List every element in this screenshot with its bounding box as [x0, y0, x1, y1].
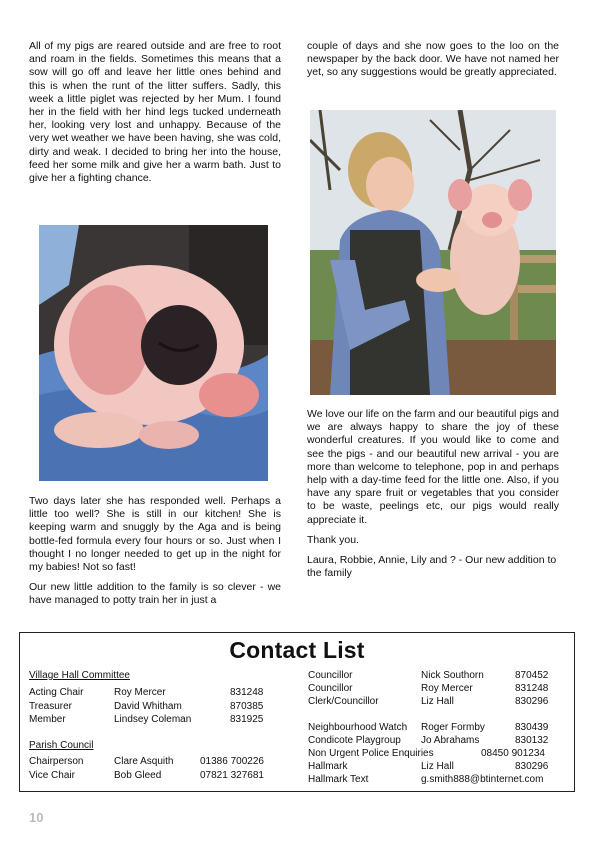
contact-role: Acting Chair: [29, 687, 84, 698]
contact-role: Neighbourhood Watch: [308, 722, 408, 733]
contact-name: Bob Gleed: [114, 770, 162, 781]
contact-phone: 07821 327681: [200, 770, 264, 781]
contact-phone: 870385: [230, 701, 264, 712]
contact-list-box: [19, 632, 575, 792]
article-paragraph: couple of days and she now goes to the loo on the newspaper by the back door. We have not named her yet, so any suggestions would be greatly appreciated.: [307, 40, 559, 79]
contact-role: Chairperson: [29, 756, 84, 767]
contact-phone: 08450 901234: [481, 748, 545, 759]
article-paragraph: We love our life on the farm and our beautiful pigs and we are always happy to share the joy of these wonderful creatures. If you would like to come and see the pigs - and our beautiful new arrival - you are more than welcome to telephone, pop in and perhaps help with a day-time feed for the little one. Also, if you have any spare fruit or vegetables that you consider to be waste, peelings etc, our pigs would really appreciate it.: [307, 408, 559, 526]
contact-phone: 830439: [515, 722, 549, 733]
contact-name: Liz Hall: [421, 761, 454, 772]
contact-role: Councillor: [308, 670, 353, 681]
contact-name: Roy Mercer: [421, 683, 473, 694]
woman-holding-pig-photo: [310, 110, 556, 395]
contact-name: Lindsey Coleman: [114, 714, 192, 725]
article-column-left-lower: [29, 495, 281, 615]
contact-role: Clerk/Councillor: [308, 696, 379, 707]
contact-phone: 831248: [515, 683, 549, 694]
contact-role: Non Urgent Police Enquiries: [308, 748, 434, 759]
contact-role: Hallmark: [308, 761, 348, 772]
parish-council-heading: Parish Council: [29, 740, 94, 751]
contact-name: Nick Southorn: [421, 670, 484, 681]
contact-role: Condicote Playgroup: [308, 735, 401, 746]
contact-name: Clare Asquith: [114, 756, 174, 767]
page-number: 10: [29, 810, 44, 825]
piglet-on-towel-photo: [39, 225, 268, 481]
contact-role: Vice Chair: [29, 770, 75, 781]
article-paragraph: All of my pigs are reared outside and are free to root and roam in the fields. Sometimes this means that a sow will go off and leave her little ones behind and this is when the runt of the litter suffers. Sadly, this week a little piglet was rejected by her Mum. I found her in the field with her hind legs tucked underneath her, looking very lost and unhappy. Because of the very wet weather we have been having, she was cold, dirty and weak. I decided to bring her into the house, feed her some milk and give her a warm bath. Just to give her a fighting chance.: [29, 40, 281, 185]
article-column-left: [29, 40, 281, 192]
contact-name: David Whitham: [114, 701, 182, 712]
contact-phone: 870452: [515, 670, 549, 681]
contact-role: Member: [29, 714, 66, 725]
contact-phone: 830132: [515, 735, 549, 746]
village-hall-heading: Village Hall Committee: [29, 670, 130, 681]
contact-role: Councillor: [308, 683, 353, 694]
contact-phone: 831248: [230, 687, 264, 698]
contact-name: Roy Mercer: [114, 687, 166, 698]
article-paragraph: Thank you.: [307, 533, 359, 546]
article-signoff: Laura, Robbie, Annie, Lily and ? - Our new addition to the family: [307, 554, 557, 580]
contact-phone: 830296: [515, 761, 549, 772]
contact-role: Treasurer: [29, 701, 72, 712]
article-column-right: [307, 40, 559, 87]
contact-list-title: Contact List: [229, 637, 365, 663]
contact-name: Jo Abrahams: [421, 735, 480, 746]
contact-role: Hallmark Text: [308, 774, 369, 785]
contact-name: Roger Formby: [421, 722, 485, 733]
contact-name: Liz Hall: [421, 696, 454, 707]
contact-email: g.smith888@btinternet.com: [421, 774, 544, 785]
contact-phone: 831925: [230, 714, 264, 725]
article-column-right-lower: [307, 408, 559, 587]
contact-phone: 01386 700226: [200, 756, 264, 767]
article-paragraph: Our new little addition to the family is so clever - we have managed to potty train her in just a: [29, 581, 281, 607]
contact-phone: 830296: [515, 696, 549, 707]
article-paragraph: Two days later she has responded well. Perhaps a little too well? She is still in our kitchen! She is keeping warm and snuggly by the Aga and is being bottle-fed formula every four hours or so. Just when I thought I no longer needed to get up in the night for my babies! Not so fast!: [29, 495, 281, 574]
